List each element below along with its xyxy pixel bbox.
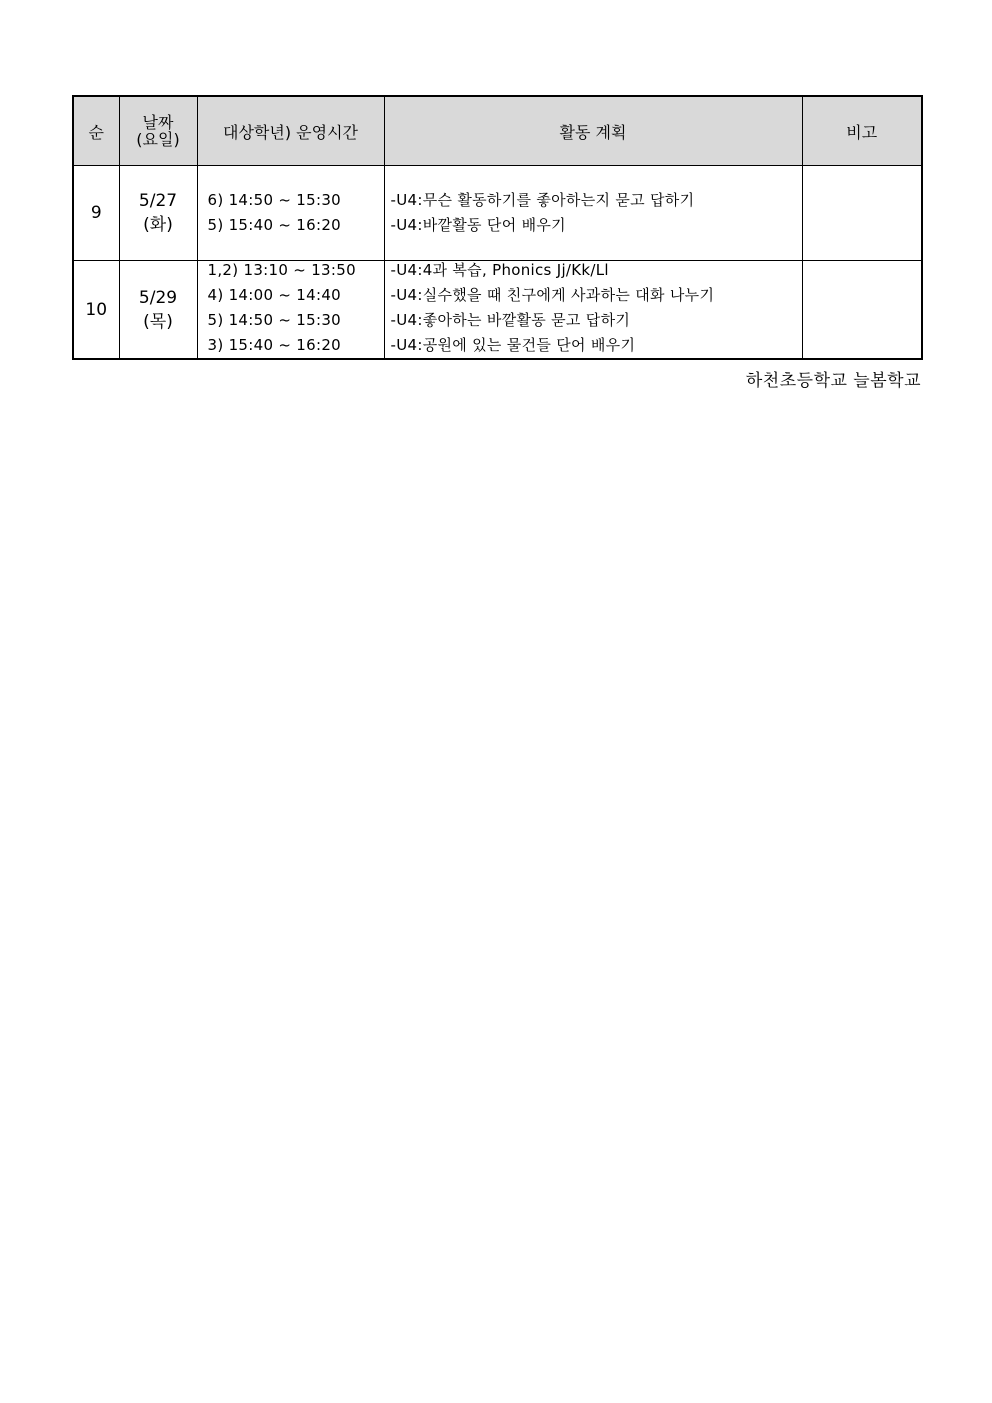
- header-plan: 활동 계획: [384, 96, 802, 166]
- time-slot: 3) 15:40 ~ 16:20: [207, 336, 342, 354]
- date-cell: [119, 261, 197, 360]
- day-value: (화): [143, 215, 173, 235]
- note-cell: [802, 261, 922, 360]
- table-row: [73, 261, 922, 360]
- activity-item: -U4:실수했을 때 친구에게 사과하는 대화 나누기: [390, 286, 715, 304]
- header-note: 비고: [802, 96, 922, 166]
- table-row: [73, 166, 922, 261]
- day-value: (목): [143, 311, 173, 332]
- note-cell: [802, 166, 922, 261]
- time-slot: 4) 14:00 ~ 14:40: [207, 286, 342, 304]
- time-slot: 1,2) 13:10 ~ 13:50: [207, 261, 356, 279]
- time-cell: [197, 261, 384, 360]
- seq-cell: 10: [73, 261, 119, 360]
- header-seq: 순: [73, 96, 119, 166]
- activity-item: -U4:4과 복습, Phonics Jj/Kk/Ll: [390, 261, 609, 279]
- schedule-table: [72, 95, 923, 360]
- time-slot: 6) 14:50 ~ 15:30: [207, 191, 342, 209]
- header-row: [73, 96, 922, 166]
- date-value: 5/29: [138, 287, 178, 308]
- time-slot: 5) 14:50 ~ 15:30: [207, 311, 342, 329]
- activity-item: -U4:바깥활동 단어 배우기: [390, 216, 566, 234]
- header-time: 대상학년) 운영시간: [197, 96, 384, 166]
- header-date-label: 날짜: [142, 113, 174, 132]
- header-day-label: (요일): [136, 130, 180, 149]
- activity-item: -U4:좋아하는 바깥활동 묻고 답하기: [390, 311, 631, 329]
- date-value: 5/27: [138, 191, 178, 211]
- activity-cell: [384, 261, 802, 360]
- time-slot: 5) 15:40 ~ 16:20: [207, 216, 342, 234]
- activity-cell: [384, 166, 802, 261]
- activity-item: -U4:무슨 활동하기를 좋아하는지 묻고 답하기: [390, 191, 695, 209]
- time-cell: [197, 166, 384, 261]
- header-date: [119, 96, 197, 166]
- footer-school-name: 하천초등학교 늘봄학교: [745, 371, 921, 391]
- activity-item: -U4:공원에 있는 물건들 단어 배우기: [390, 336, 636, 354]
- seq-cell: 9: [73, 166, 119, 261]
- date-cell: [119, 166, 197, 261]
